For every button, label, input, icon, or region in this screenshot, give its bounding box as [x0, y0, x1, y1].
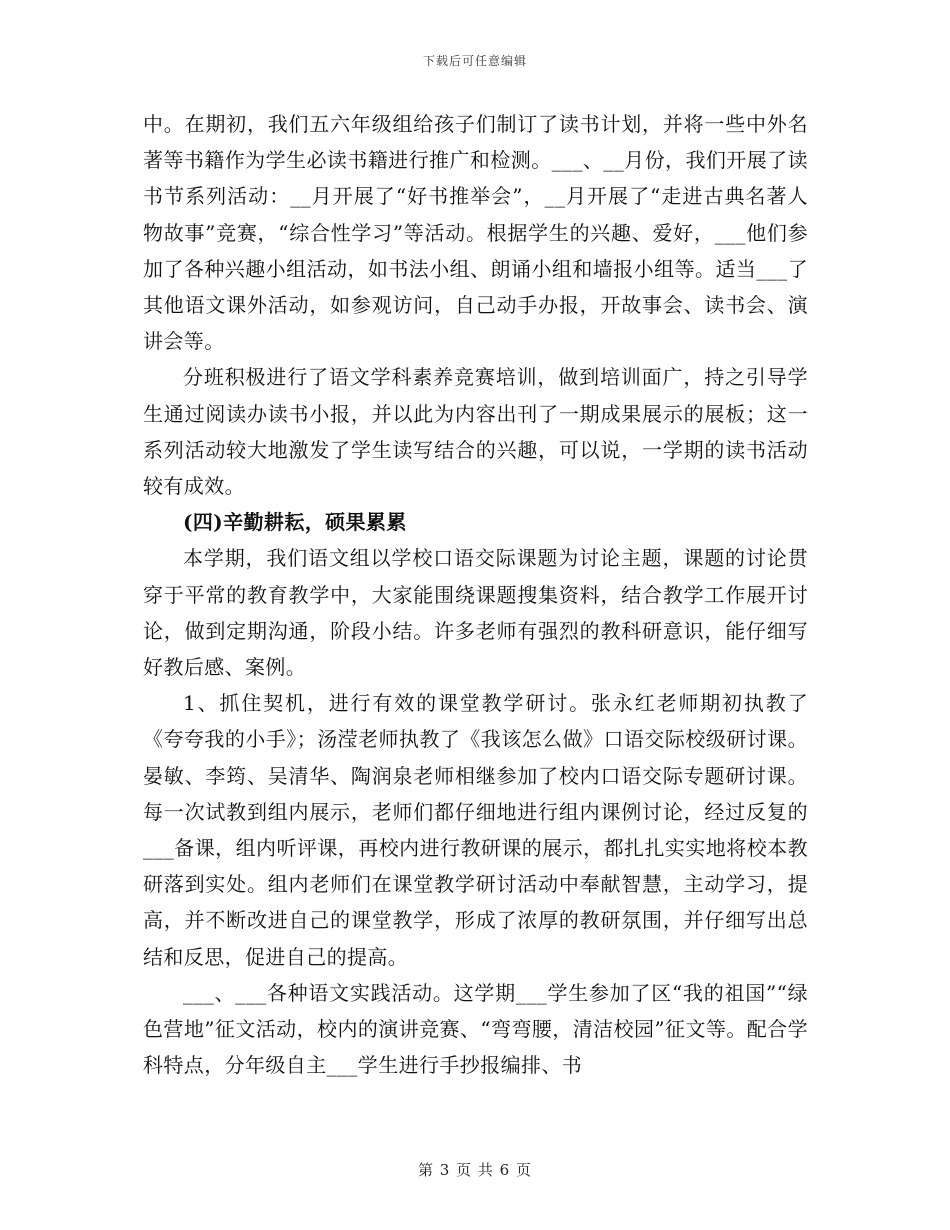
- paragraph-practice-activities: ___、___各种语文实践活动。这学期___学生参加了区“我的祖国”“绿色营地”征文活动，校内的演讲竞赛、“弯弯腰，清洁校园”征文等。配合学科特点，分年级自主___学生进行手抄报编排、书: [143, 980, 808, 1078]
- page-number: 第 3 页 共 6 页: [418, 1161, 532, 1179]
- document-body: [143, 106, 808, 1083]
- paragraph-classroom-research: 1、抓住契机，进行有效的课堂教学研讨。张永红老师期初执教了《夸夸我的小手》；汤滢老师执教了《我该怎么做》口语交际校级研讨课。晏敏、李筠、吴清华、陶润泉老师相继参加了校内口语交际专题研讨课。每一次试教到组内展示，老师们都仔细地进行组内课例讨论，经过反复的___备课，组内听评课，再校内进行教研课的展示，都扎扎实实地将校本教研落到实处。组内老师们在课堂教学研讨活动中奉献智慧，主动学习，提高，并不断改进自己的课堂教学，形成了浓厚的教研氛围，并仔细写出总结和反思，促进自己的提高。: [143, 691, 808, 969]
- paragraph-competition-training: 分班积极进行了语文学科素养竞赛培训，做到培训面广，持之引导学生通过阅读办读书小报，并以此为内容出刊了一期成果展示的展板；这一系列活动较大地激发了学生读写结合的兴趣，可以说，一学期的读书活动较有成效。: [143, 365, 808, 499]
- page-header: 下载后可任意编辑: [422, 54, 527, 68]
- paragraph-reading-activities: 中。在期初，我们五六年级组给孩子们制订了读书计划，并将一些中外名著等书籍作为学生必读书籍进行推广和检测。___、__月份，我们开展了读书节系列活动：__月开展了“好书推举会”，__月开展了“走进古典名著人物故事”竞赛，“综合性学习”等活动。根据学生的兴趣、爱好，___他们参加了各种兴趣小组活动，如书法小组、朗诵小组和墙报小组等。适当___了其他语文课外活动，如参观访问，自己动手办报，开故事会、读书会、演讲会等。: [143, 112, 808, 354]
- paragraph-research-topic: 本学期，我们语文组以学校口语交际课题为讨论主题，课题的讨论贯穿于平常的教育教学中，大家能围绕课题搜集资料，结合教学工作展开讨论，做到定期沟通，阶段小结。许多老师有强烈的教科研意识，能仔细写好教后感、案例。: [143, 546, 808, 680]
- section-heading: (四)辛勤耕耘，硕果累累: [183, 510, 407, 535]
